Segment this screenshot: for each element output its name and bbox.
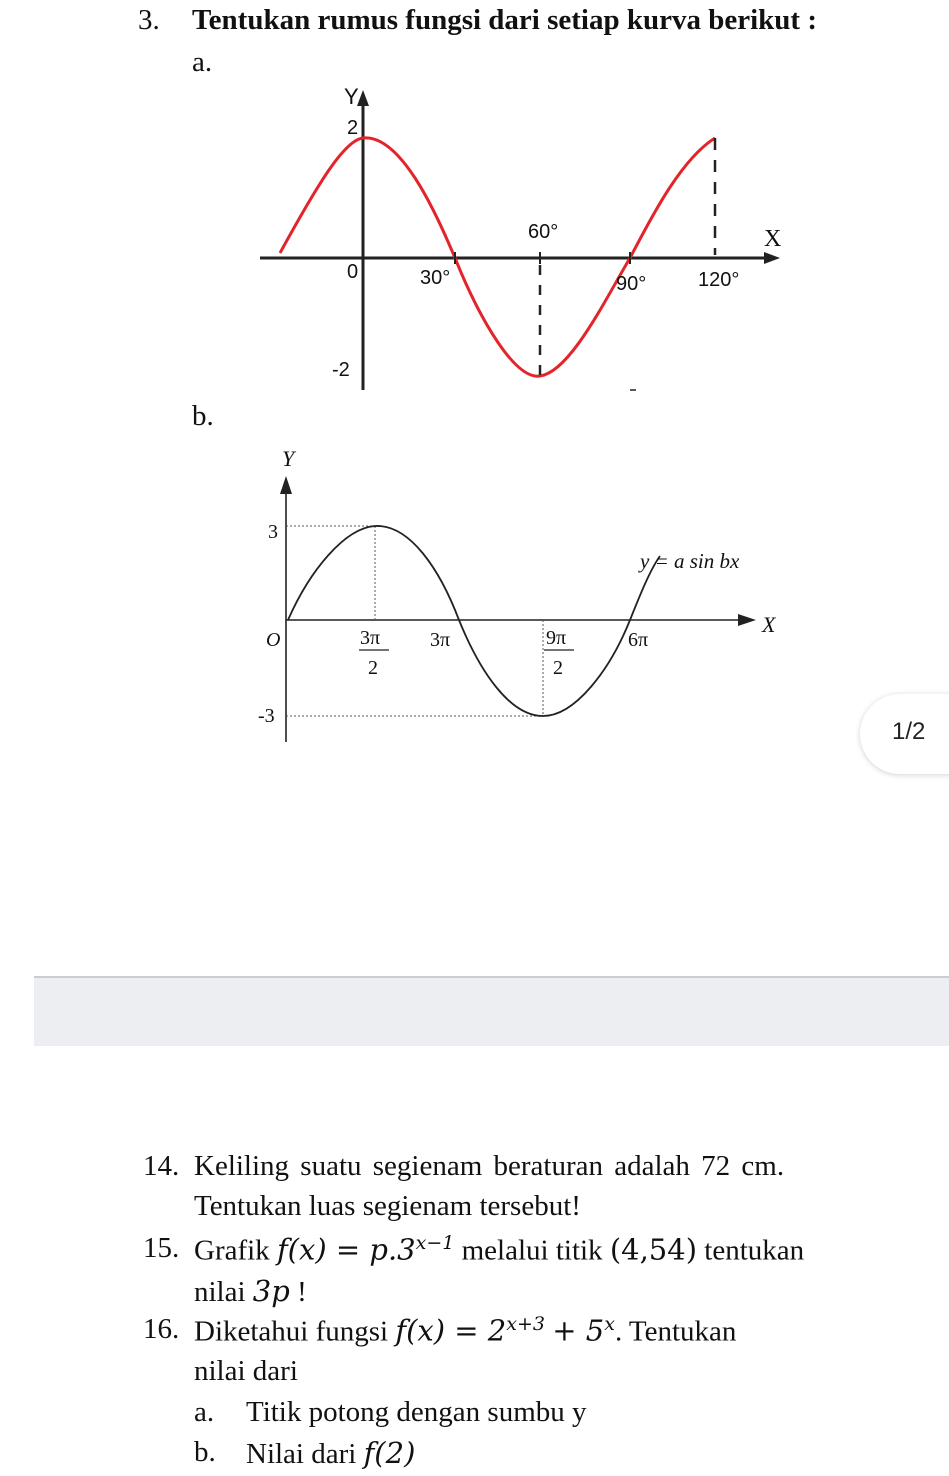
graph-a-y-arrow (357, 90, 369, 106)
graph-b-x-arrow (738, 614, 756, 626)
graph-b (240, 440, 800, 750)
graph-b-y-top: 3 (268, 521, 278, 543)
page-indicator: 1/2 (860, 694, 949, 774)
graph-b-y-label: Y (282, 446, 295, 471)
graph-a-tick-120: 120° (698, 269, 740, 291)
graph-b-tick-6pi: 6π (628, 629, 649, 651)
graph-b-tick-3pi2-num: 3π (360, 627, 381, 649)
question-14-line1: Keliling suatu segienam beraturan adalah 72 cm. (194, 1150, 785, 1182)
part-b-label: b. (192, 400, 214, 432)
question-15-line1: Grafik $f(x) = p.3^{x-1}$ melalui titik (4,54) tentukan (194, 1232, 805, 1267)
question-16-number: 16. (143, 1313, 180, 1345)
graph-a-origin: 0 (347, 261, 359, 283)
graph-a-y-label: Y (344, 84, 359, 109)
question-3-number: 3. (138, 4, 160, 36)
part-a-label: a. (192, 46, 213, 78)
graph-a-tick-60: 60° (528, 221, 559, 243)
graph-b-curve (288, 526, 660, 716)
graph-b-x-label: X (762, 612, 776, 637)
graph-b-tick-3pi: 3π (430, 629, 451, 651)
graph-a-y-bottom: -2 (332, 359, 350, 381)
question-16-sub-a-text: Titik potong dengan sumbu y (246, 1396, 587, 1428)
question-15-line2: nilai 3p ! (194, 1274, 307, 1308)
graph-b-tick-9pi2-den: 2 (553, 657, 563, 679)
question-3-title: Tentukan rumus fungsi dari setiap kurva berikut : (192, 4, 817, 36)
question-16-line2: nilai dari (194, 1355, 298, 1387)
graph-a-tick-90: 90° (616, 273, 647, 295)
graph-b-tick-3pi2-den: 2 (368, 657, 378, 679)
graph-a-x-label: X (764, 226, 782, 252)
question-16-sub-b-label: b. (194, 1436, 216, 1468)
graph-a (250, 80, 810, 400)
question-14-line2: Tentukan luas segienam tersebut! (194, 1190, 581, 1222)
question-14-number: 14. (143, 1150, 180, 1182)
graph-b-y-bottom: -3 (258, 705, 275, 727)
question-16-sub-a-label: a. (194, 1396, 215, 1428)
graph-b-origin: O (266, 629, 281, 651)
question-16-sub-b-text: Nilai dari f(2) (246, 1436, 416, 1470)
graph-b-equation: y = a sin bx (640, 549, 740, 573)
graph-a-x-arrow (764, 252, 780, 264)
page-separator (34, 976, 949, 1046)
graph-b-y-arrow (280, 476, 292, 494)
graph-b-tick-9pi2-num: 9π (546, 627, 567, 649)
graph-a-y-top: 2 (347, 117, 359, 139)
graph-a-tick-30: 30° (420, 267, 451, 289)
question-15-number: 15. (143, 1232, 180, 1264)
question-16-line1: Diketahui fungsi $f(x) = 2^{x+3} + 5^x$. Tentukan (194, 1313, 737, 1348)
